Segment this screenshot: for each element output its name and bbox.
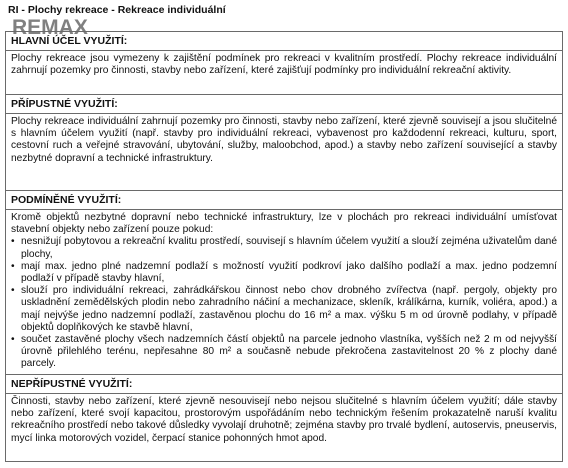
- section-text: Plochy rekreace jsou vymezeny k zajištění podmínek pro rekreaci v kvalitním prostředí. Plochy rekreace individuální zahrnují pozemky pro činnosti, stavby nebo zařízení, které zajišťují podmínky pro individuální rekreační aktivity.: [11, 53, 557, 77]
- section-body: [11, 396, 557, 445]
- list-item: • slouží pro individuální rekreaci, zahrádkářskou činnost nebo chov drobného zvířectva (např. pergoly, objekty pro uskladnění zemědělských plodin nebo zahradního náčiní a mechanizace, skleník, králíkárna, kurník, voliéra, apod.) a mají nejvýše jedno nadzemní podlaží, zastavěnou plochu do 16 m² a max. výšku 5 m od úrovně podlahy, v případě objektů doplňkových ke stavbě hlavní,: [11, 285, 557, 334]
- section-text: Činnosti, stavby nebo zařízení, které zjevně nesouvisejí nebo nejsou slučitelné s hlavním účelem využití; dále stavby nebo zařízení, které svojí kapacitou, prostorovým uspořádáním nebo technickým řešením prokazatelně naruší kvalitu rekreačního prostředí nebo takové důsledky vyvolají druhotně; zejména stavby pro trvalé bydlení, autoservis, pneuservis, mycí linka motorových vozidel, čerpací stanice pohonných hmot apod.: [11, 396, 557, 444]
- section-heading: PODMÍNĚNÉ VYUŽITÍ:: [6, 191, 562, 210]
- section-intro: Kromě objektů nezbytné dopravní nebo technické infrastruktury, lze v plochách pro rekreaci individuální umísťovat stavební objekty nebo zařízení pouze pokud:: [11, 212, 557, 236]
- section-permitted-use: [6, 94, 562, 191]
- section-heading: PŘÍPUSTNÉ VYUŽITÍ:: [6, 95, 562, 114]
- section-heading: NEPŘÍPUSTNÉ VYUŽITÍ:: [6, 375, 562, 394]
- regulation-table: [5, 31, 563, 462]
- list-item: • nesnižují pobytovou a rekreační kvalitu prostředí, souvisejí s hlavním účelem využití a slouží zejména uživatelům dané plochy,: [11, 236, 557, 260]
- document-title: RI - Plochy rekreace - Rekreace individuální: [8, 4, 226, 16]
- section-body: [11, 116, 557, 165]
- section-conditional-use: [6, 190, 562, 375]
- logo-text: REMAX: [12, 16, 88, 39]
- list-item: • součet zastavěné plochy všech nadzemních částí objektů na parcele jednoho vlastníka, vyšších než 2 m od nejvyšší úrovně přilehlého terénu, nepřesahne 80 m² a současně nebude překročena zastavitelnost 20 % z plochy dané parcely.: [11, 334, 557, 371]
- list-item: • mají max. jedno plné nadzemní podlaží s možností využití podkroví jako dalšího podlaží a max. jedno podzemní podlaží v případě stavby hlavní,: [11, 261, 557, 285]
- section-main-purpose: [6, 32, 562, 94]
- section-heading: HLAVNÍ ÚČEL VYUŽITÍ:: [6, 32, 562, 51]
- condition-list: [11, 236, 557, 370]
- section-prohibited-use: [6, 374, 562, 462]
- section-body: [11, 212, 557, 371]
- section-body: [11, 53, 557, 77]
- section-text: Plochy rekreace individuální zahrnují pozemky pro činnosti, stavby nebo zařízení, které zjevně souvisejí a jsou slučitelné s hlavním účelem využití (např. stavby pro individuální rekreaci, vybavenost pro každodenní rekreaci, kulturu, sport, cestovní ruch a veřejné stravování, ubytování, služby, maloobchod, apod.) a stavby nebo zařízení související a stavby nezbytné dopravní a technické infrastruktury.: [11, 116, 557, 164]
